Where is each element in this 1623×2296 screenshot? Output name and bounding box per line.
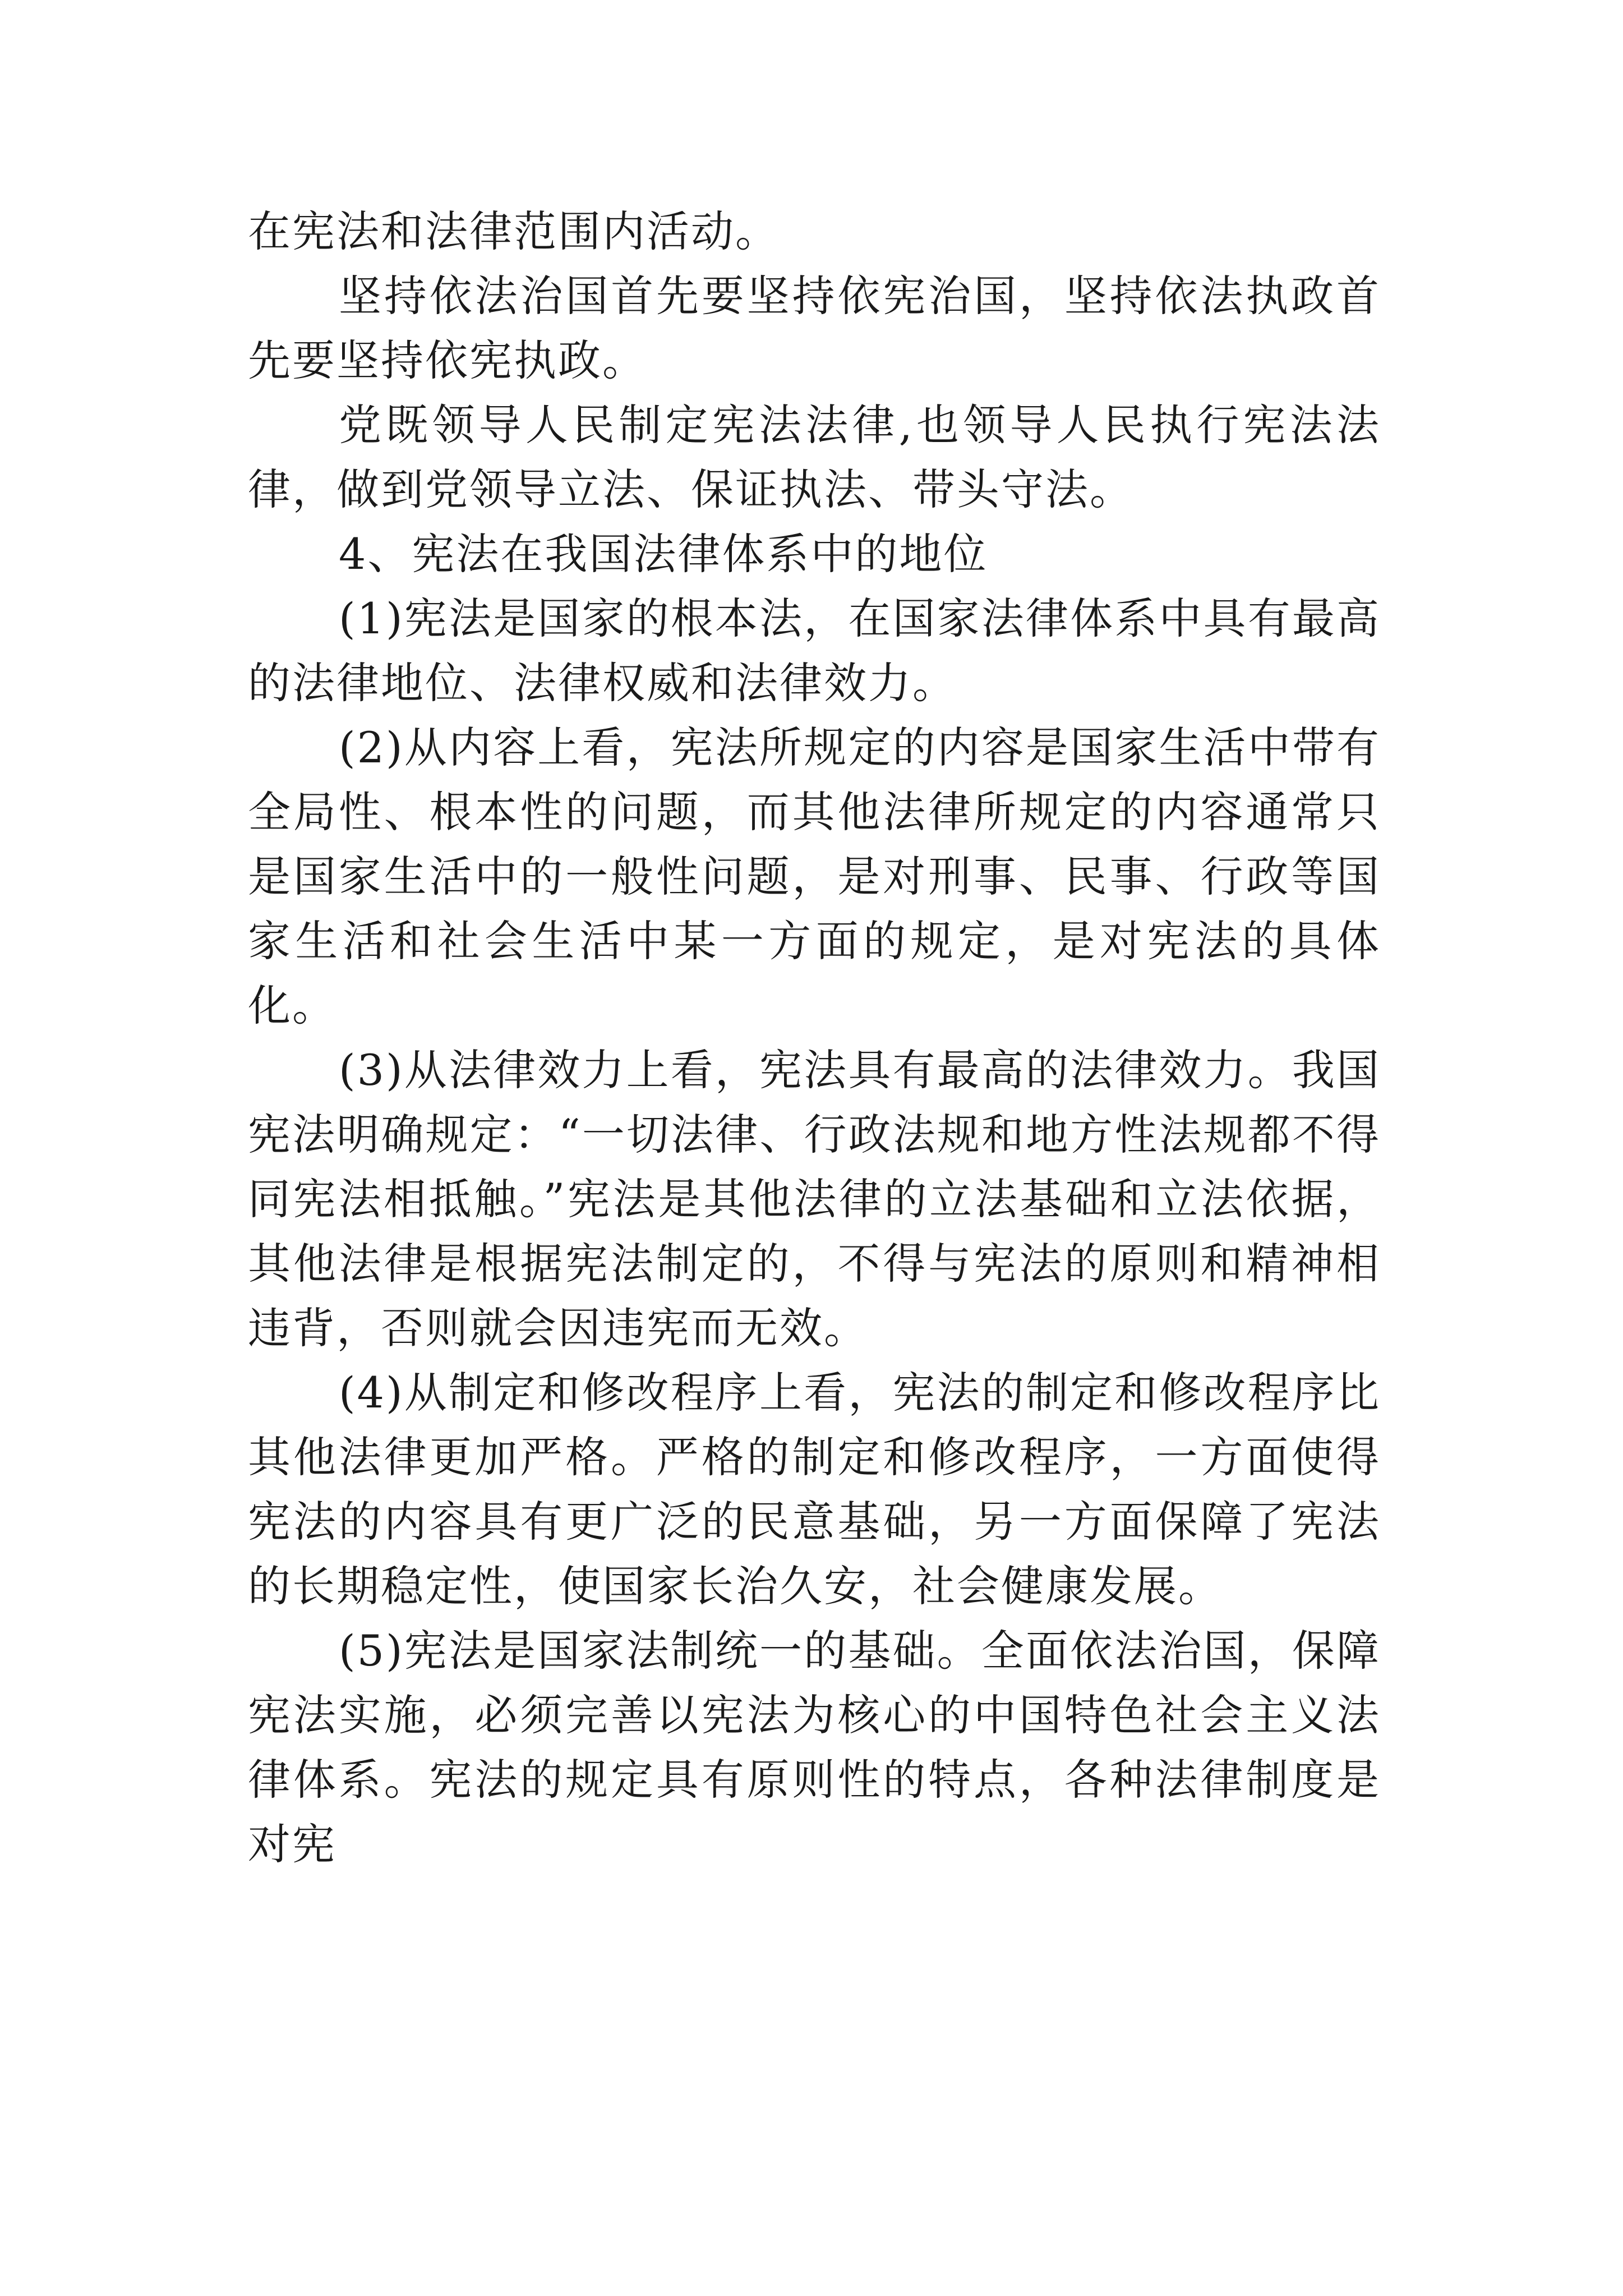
paragraph-party-leadership: 党既领导人民制定宪法法律,也领导人民执行宪法法律，做到党领导立法、保证执法、带头守法。 [248,400,1381,514]
paragraph-point-3: (3)从法律效力上看，宪法具有最高的法律效力。我国宪法明确规定：“一切法律、行政法规和地方性法规都不得同宪法相抵触。”宪法是其他法律的立法基础和立法依据，其他法律是根据宪法制定的，不得与宪法的原则和精神相违背，否则就会因违宪而无效。 [248,1045,1381,1353]
paragraph-point-2: (2)从内容上看，宪法所规定的内容是国家生活中带有全局性、根本性的问题，而其他法律所规定的内容通常只是国家生活中的一般性问题，是对刑事、民事、行政等国家生活和社会生活中某一方面的规定，是对宪法的具体化。 [248,723,1381,1030]
paragraph-rule-of-law: 坚持依法治国首先要坚持依宪治国，坚持依法执政首先要坚持依宪执政。 [248,271,1381,385]
document-body [248,199,1381,1876]
paragraph-point-4: (4)从制定和修改程序上看，宪法的制定和修改程序比其他法律更加严格。严格的制定和修改程序，一方面使得宪法的内容具有更广泛的民意基础，另一方面保障了宪法的长期稳定性，使国家长治久安，社会健康发展。 [248,1368,1381,1611]
paragraph-point-5: (5)宪法是国家法制统一的基础。全面依法治国，保障宪法实施，必须完善以宪法为核心的中国特色社会主义法律体系。宪法的规定具有原则性的特点，各种法律制度是对宪 [248,1626,1381,1869]
paragraph-continued: 在宪法和法律范围内活动。 [248,206,780,256]
paragraph-point-1: (1)宪法是国家的根本法，在国家法律体系中具有最高的法律地位、法律权威和法律效力。 [248,593,1381,708]
section-heading-constitution-status: 4、宪法在我国法律体系中的地位 [339,529,988,579]
